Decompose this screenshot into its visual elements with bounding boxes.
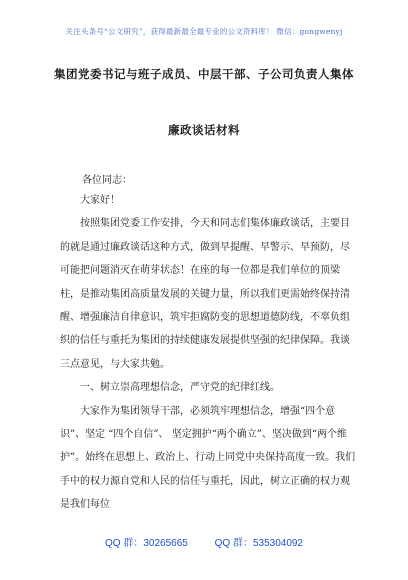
paragraph-intro: 按照集团党委工作安排，今天和同志们集体廉政谈话，主要目的就是通过廉政谈话这种方式，做到早提醒、早警示、早预防，尽可能把问题消灭在萌芽状态！在座的每一位都是我们单位的顶梁柱，是推动集团高质量发展的关键力量，所以我们更需始终保持清醒、增强廉洁自律意识，筑牢拒腐防变的思想道德防线，不辜负组织的信任与重托为集团的持续健康发展提供坚强的纪律保障。我谈三点意见，与大家共勉。 <box>60 218 350 370</box>
qq-group-1: QQ 群：30265665 <box>105 538 188 549</box>
qq-group-2: QQ 群：535304092 <box>214 538 303 549</box>
document-body <box>60 189 356 517</box>
header-note: 关注头条号“公文研究”，获得最新最全最专业的公文资料库！ 微信：gongwenyj <box>65 27 343 36</box>
document-title-line2: 廉政谈话材料 <box>168 123 240 137</box>
paragraph-section-1: 大家作为集团领导干部，必须筑牢理想信念，增强“四个意识”、坚定 “四个自信”、 坚定拥护“两个确立”、坚决做到“两个维护”。始终在思想上、政治上、行动上同党中央保持高度一致。我们手中的权力源自党和人民的信任与重托，因此，树立正确的权力观是我们每位 <box>60 405 356 511</box>
salutation: 各位同志： <box>82 175 132 186</box>
section-heading-1: 一、树立崇高理想信念，严守党的纪律红线。 <box>80 382 280 394</box>
greeting: 大家好！ <box>80 195 120 206</box>
footer <box>0 534 408 549</box>
document-title-line1: 集团党委书记与班子成员、中层干部、子公司负责人集体 <box>54 67 354 81</box>
